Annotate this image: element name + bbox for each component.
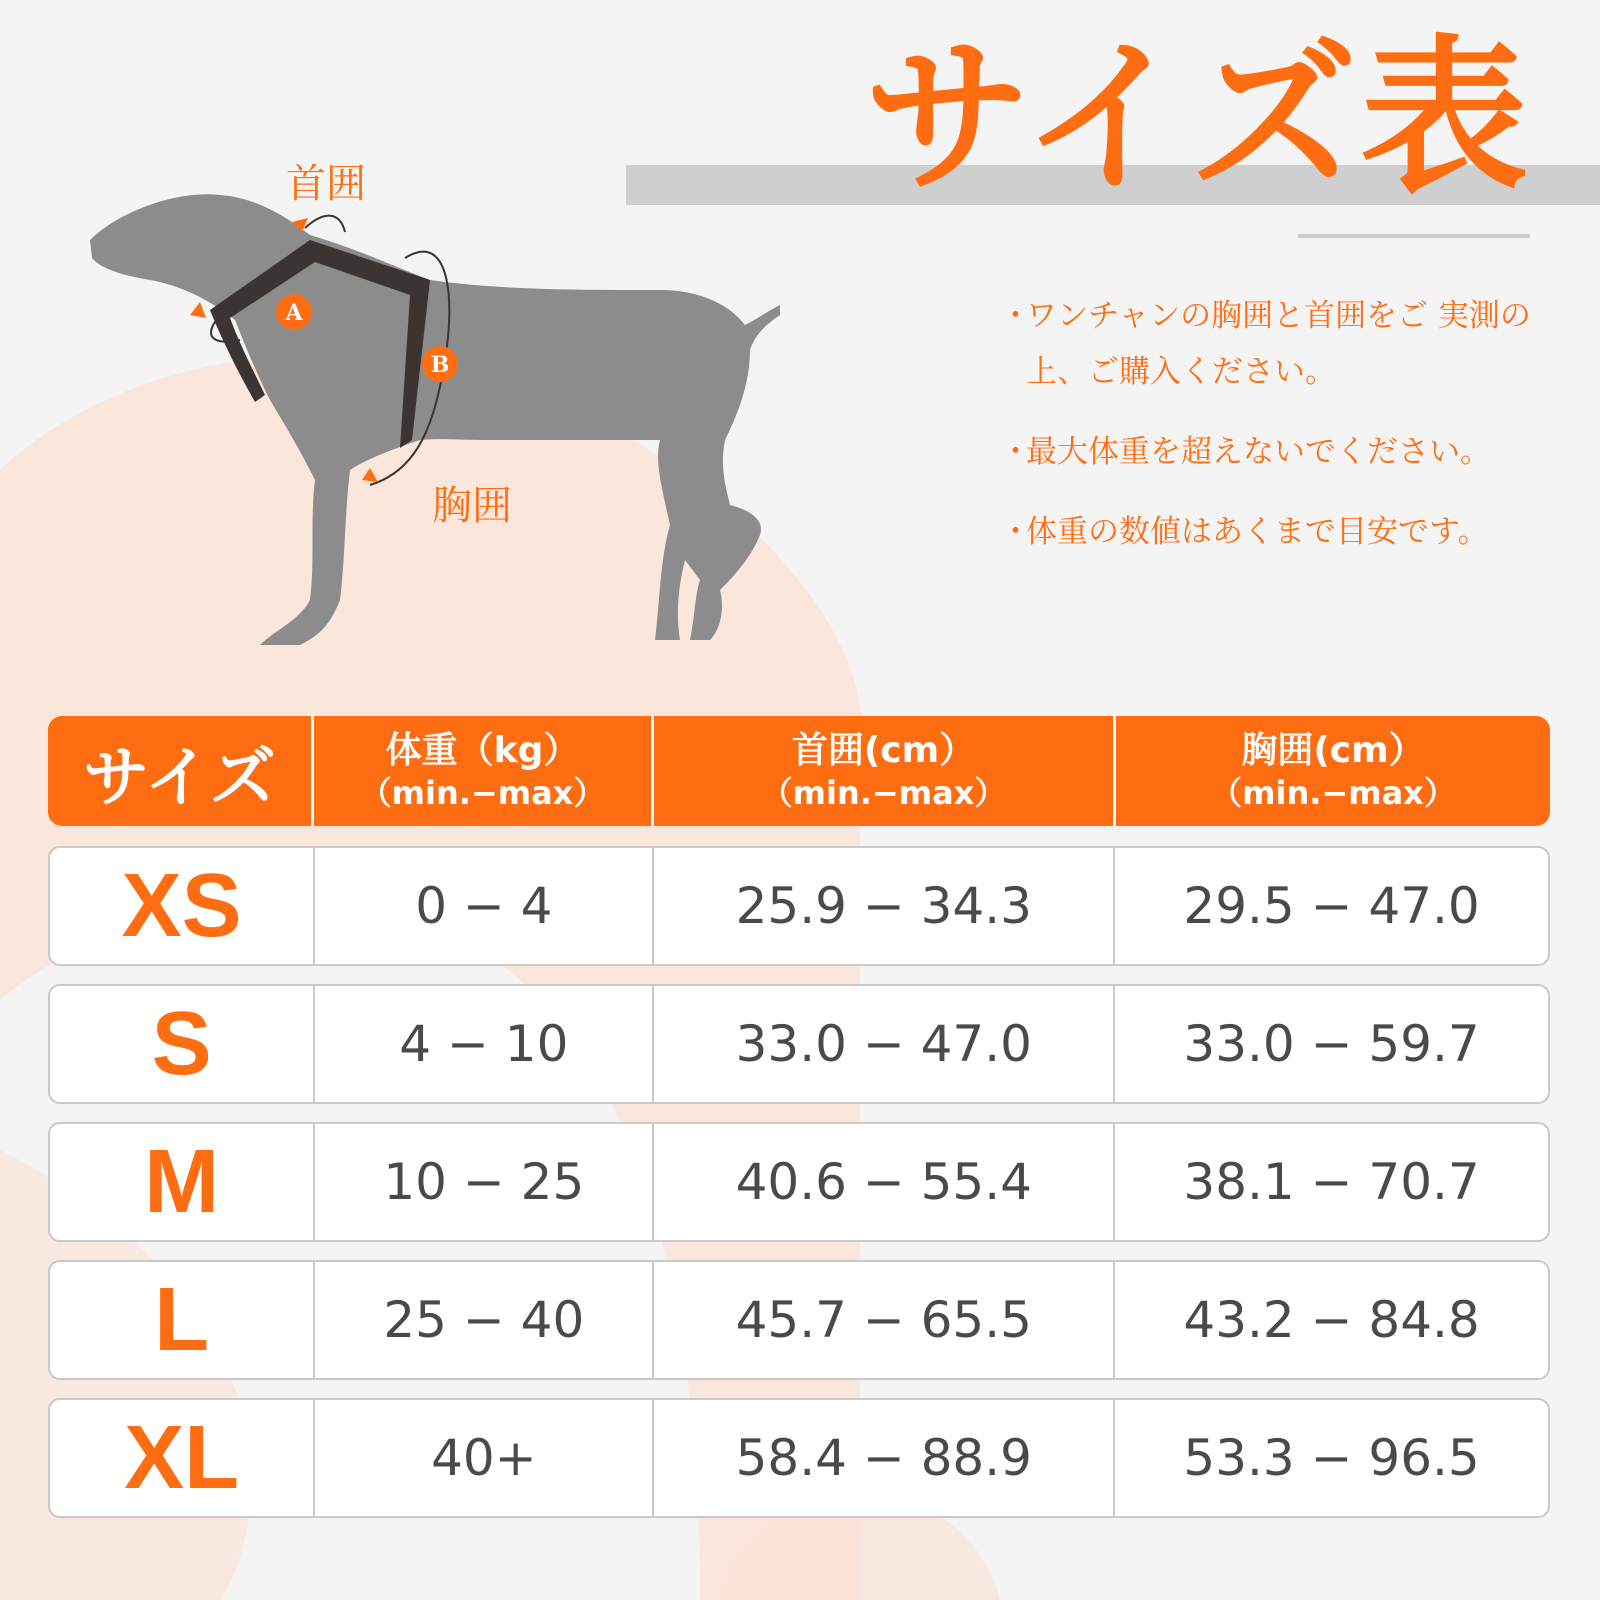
header-size: サイズ [48,716,314,826]
header-weight-range: （min.−max） [359,774,606,812]
table-row [48,1122,1550,1242]
header-chest-range: （min.−max） [1210,774,1456,812]
note-bullet: ・ [1000,298,1031,334]
size-cell: XL [50,1400,315,1516]
note-text: 体重の数値はあくまで目安です。 [1026,514,1489,550]
neck-cell: 45.7 − 65.5 [654,1262,1115,1378]
note-item [1000,504,1590,560]
header-chest-title: 胸囲(cm） [1241,730,1425,771]
table-header [48,716,1550,826]
neck-label: 首囲 [286,161,366,207]
note-bullet: ・ [1000,514,1031,550]
dog-harness-diagram [60,140,820,680]
notes-list [1000,288,1590,584]
note-text: ワンチャンの胸囲と首囲をご 実測の上、ご購入ください。 [1026,298,1531,390]
note-item [1000,424,1590,480]
chest-cell: 29.5 − 47.0 [1183,877,1480,935]
header-weight-title: 体重（kg） [385,730,580,771]
chest-cell: 43.2 − 84.8 [1183,1291,1480,1349]
note-bullet: ・ [1000,434,1031,470]
neck-cell: 25.9 − 34.3 [654,848,1115,964]
size-table [48,716,1550,1536]
marker-a-label: A [285,300,303,326]
weight-cell: 25 − 40 [315,1262,654,1378]
weight-cell: 40+ [315,1400,654,1516]
table-row [48,1398,1550,1518]
note-item [1000,288,1546,400]
chest-label: 胸囲 [432,483,512,529]
marker-b-label: B [430,352,450,378]
weight-cell: 0 − 4 [315,848,654,964]
header-chest [1116,716,1550,826]
header-weight [314,716,654,826]
table-row [48,984,1550,1104]
neck-cell: 58.4 − 88.9 [654,1400,1115,1516]
header-neck [654,716,1116,826]
neck-cell: 33.0 − 47.0 [654,986,1115,1102]
title-underline [1298,234,1530,238]
size-cell: XS [50,848,315,964]
weight-cell: 10 − 25 [315,1124,654,1240]
chest-cell: 53.3 − 96.5 [1183,1429,1480,1487]
weight-cell: 4 − 10 [315,986,654,1102]
table-row [48,1260,1550,1380]
size-cell: S [50,986,315,1102]
chest-cell: 33.0 − 59.7 [1183,1015,1480,1073]
neck-cell: 40.6 − 55.4 [654,1124,1115,1240]
page-title: サイズ表 [863,20,1530,216]
note-text: 最大体重を超えないでください。 [1026,434,1491,470]
neck-arrow-top [305,216,345,232]
size-cell: M [50,1124,315,1240]
chest-cell: 38.1 − 70.7 [1183,1153,1480,1211]
dog-silhouette [90,194,780,645]
header-neck-range: （min.−max） [760,774,1007,812]
table-row [48,846,1550,966]
header-neck-title: 首囲(cm） [791,730,976,771]
size-cell: L [50,1262,315,1378]
